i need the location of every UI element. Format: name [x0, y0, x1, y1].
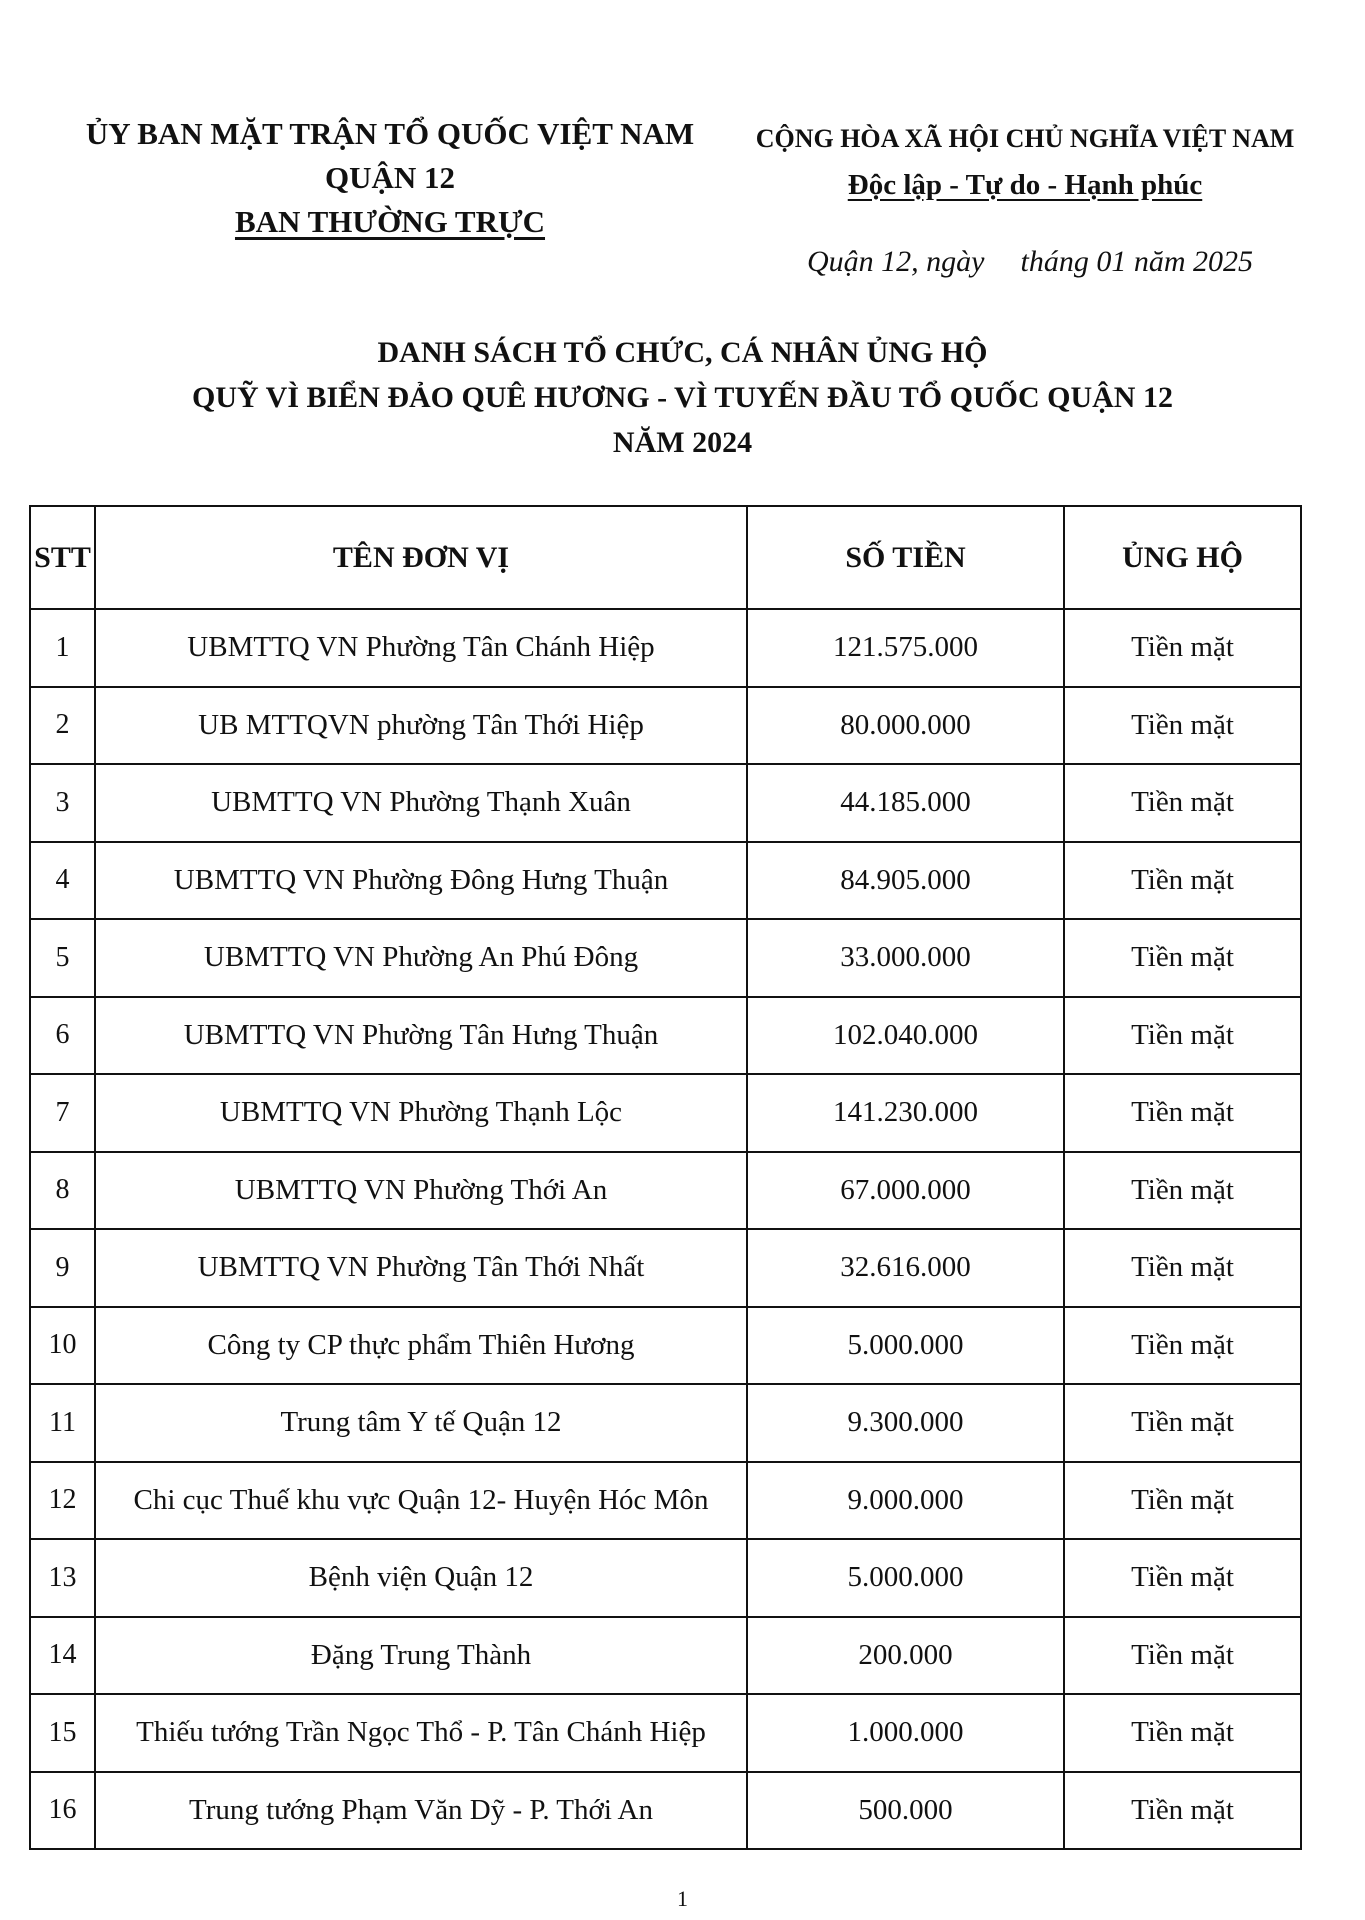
- document-title: [40, 330, 1325, 465]
- table-row: [30, 1307, 1301, 1385]
- table-row: [30, 1384, 1301, 1462]
- cell-amount: 121.575.000: [747, 609, 1064, 687]
- table-row: [30, 1539, 1301, 1617]
- table-row: [30, 1229, 1301, 1307]
- cell-type: Tiền mặt: [1064, 997, 1301, 1075]
- table-body: [30, 609, 1301, 1849]
- title-line-3: NĂM 2024: [612, 426, 753, 459]
- page-number: 1: [677, 1886, 688, 1911]
- cell-stt: 1: [30, 609, 95, 687]
- date-place-day: Quận 12, ngày: [807, 245, 985, 278]
- cell-type: Tiền mặt: [1064, 609, 1301, 687]
- cell-amount: 33.000.000: [747, 919, 1064, 997]
- column-header-name: TÊN ĐƠN VỊ: [95, 506, 747, 609]
- cell-amount: 80.000.000: [747, 687, 1064, 765]
- cell-name: Trung tướng Phạm Văn Dỹ - P. Thới An: [95, 1772, 747, 1850]
- cell-name: UBMTTQ VN Phường Thạnh Lộc: [95, 1074, 747, 1152]
- country-name: CỘNG HÒA XÃ HỘI CHỦ NGHĨA VIỆT NAM: [755, 124, 1295, 153]
- cell-stt: 8: [30, 1152, 95, 1230]
- cell-type: Tiền mặt: [1064, 764, 1301, 842]
- cell-type: Tiền mặt: [1064, 919, 1301, 997]
- cell-stt: 6: [30, 997, 95, 1075]
- cell-amount: 9.000.000: [747, 1462, 1064, 1540]
- table-row: [30, 997, 1301, 1075]
- cell-name: UBMTTQ VN Phường Tân Thới Nhất: [95, 1229, 747, 1307]
- cell-name: Trung tâm Y tế Quận 12: [95, 1384, 747, 1462]
- title-line-1: DANH SÁCH TỔ CHỨC, CÁ NHÂN ỦNG HỘ: [377, 336, 988, 369]
- table-row: [30, 1152, 1301, 1230]
- date-month-year: tháng 01 năm 2025: [1020, 245, 1253, 278]
- motto: Độc lập - Tự do - Hạnh phúc: [847, 169, 1203, 201]
- cell-name: Bệnh viện Quận 12: [95, 1539, 747, 1617]
- cell-stt: 15: [30, 1694, 95, 1772]
- cell-name: UB MTTQVN phường Tân Thới Hiệp: [95, 687, 747, 765]
- table-row: [30, 919, 1301, 997]
- cell-type: Tiền mặt: [1064, 1617, 1301, 1695]
- column-header-type: ỦNG HỘ: [1064, 506, 1301, 609]
- cell-name: UBMTTQ VN Phường Thạnh Xuân: [95, 764, 747, 842]
- cell-name: Chi cục Thuế khu vực Quận 12- Huyện Hóc Môn: [95, 1462, 747, 1540]
- cell-amount: 32.616.000: [747, 1229, 1064, 1307]
- table-row: [30, 1772, 1301, 1850]
- cell-type: Tiền mặt: [1064, 1307, 1301, 1385]
- cell-name: UBMTTQ VN Phường Đông Hưng Thuận: [95, 842, 747, 920]
- cell-stt: 14: [30, 1617, 95, 1695]
- table-row: [30, 842, 1301, 920]
- cell-type: Tiền mặt: [1064, 1229, 1301, 1307]
- cell-type: Tiền mặt: [1064, 1152, 1301, 1230]
- cell-amount: 102.040.000: [747, 997, 1064, 1075]
- title-line-2: QUỸ VÌ BIỂN ĐẢO QUÊ HƯƠNG - VÌ TUYẾN ĐẦU TỔ QUỐC QUẬN 12: [192, 381, 1173, 414]
- cell-stt: 9: [30, 1229, 95, 1307]
- column-header-stt: STT: [30, 506, 95, 609]
- cell-name: UBMTTQ VN Phường Tân Hưng Thuận: [95, 997, 747, 1075]
- cell-stt: 16: [30, 1772, 95, 1850]
- cell-stt: 10: [30, 1307, 95, 1385]
- cell-name: Công ty CP thực phẩm Thiên Hương: [95, 1307, 747, 1385]
- cell-amount: 9.300.000: [747, 1384, 1064, 1462]
- table-row: [30, 764, 1301, 842]
- document-date: [730, 245, 1330, 279]
- cell-amount: 500.000: [747, 1772, 1064, 1850]
- cell-stt: 3: [30, 764, 95, 842]
- cell-type: Tiền mặt: [1064, 687, 1301, 765]
- issuer-header: [60, 112, 720, 244]
- cell-amount: 200.000: [747, 1617, 1064, 1695]
- cell-stt: 11: [30, 1384, 95, 1462]
- cell-amount: 5.000.000: [747, 1539, 1064, 1617]
- donor-table: [29, 505, 1302, 1850]
- cell-type: Tiền mặt: [1064, 1384, 1301, 1462]
- cell-amount: 141.230.000: [747, 1074, 1064, 1152]
- cell-amount: 67.000.000: [747, 1152, 1064, 1230]
- cell-type: Tiền mặt: [1064, 1694, 1301, 1772]
- table-header-row: [30, 506, 1301, 609]
- table-row: [30, 1694, 1301, 1772]
- issuer-department: BAN THƯỜNG TRỰC: [234, 204, 546, 239]
- cell-stt: 2: [30, 687, 95, 765]
- cell-type: Tiền mặt: [1064, 1074, 1301, 1152]
- cell-name: Thiếu tướng Trần Ngọc Thổ - P. Tân Chánh Hiệp: [95, 1694, 747, 1772]
- table-row: [30, 1074, 1301, 1152]
- cell-name: UBMTTQ VN Phường Tân Chánh Hiệp: [95, 609, 747, 687]
- cell-name: UBMTTQ VN Phường Thới An: [95, 1152, 747, 1230]
- table-row: [30, 1462, 1301, 1540]
- cell-type: Tiền mặt: [1064, 842, 1301, 920]
- cell-stt: 7: [30, 1074, 95, 1152]
- cell-type: Tiền mặt: [1064, 1772, 1301, 1850]
- cell-name: UBMTTQ VN Phường An Phú Đông: [95, 919, 747, 997]
- table-row: [30, 1617, 1301, 1695]
- cell-stt: 5: [30, 919, 95, 997]
- cell-stt: 12: [30, 1462, 95, 1540]
- national-motto: [735, 116, 1315, 213]
- table-row: [30, 609, 1301, 687]
- issuer-district: QUẬN 12: [324, 160, 456, 195]
- cell-type: Tiền mặt: [1064, 1462, 1301, 1540]
- cell-amount: 84.905.000: [747, 842, 1064, 920]
- cell-amount: 1.000.000: [747, 1694, 1064, 1772]
- cell-stt: 4: [30, 842, 95, 920]
- column-header-amount: SỐ TIỀN: [747, 506, 1064, 609]
- cell-amount: 5.000.000: [747, 1307, 1064, 1385]
- cell-type: Tiền mặt: [1064, 1539, 1301, 1617]
- cell-name: Đặng Trung Thành: [95, 1617, 747, 1695]
- cell-amount: 44.185.000: [747, 764, 1064, 842]
- table-row: [30, 687, 1301, 765]
- issuer-name: ỦY BAN MẶT TRẬN TỔ QUỐC VIỆT NAM: [85, 116, 695, 151]
- cell-stt: 13: [30, 1539, 95, 1617]
